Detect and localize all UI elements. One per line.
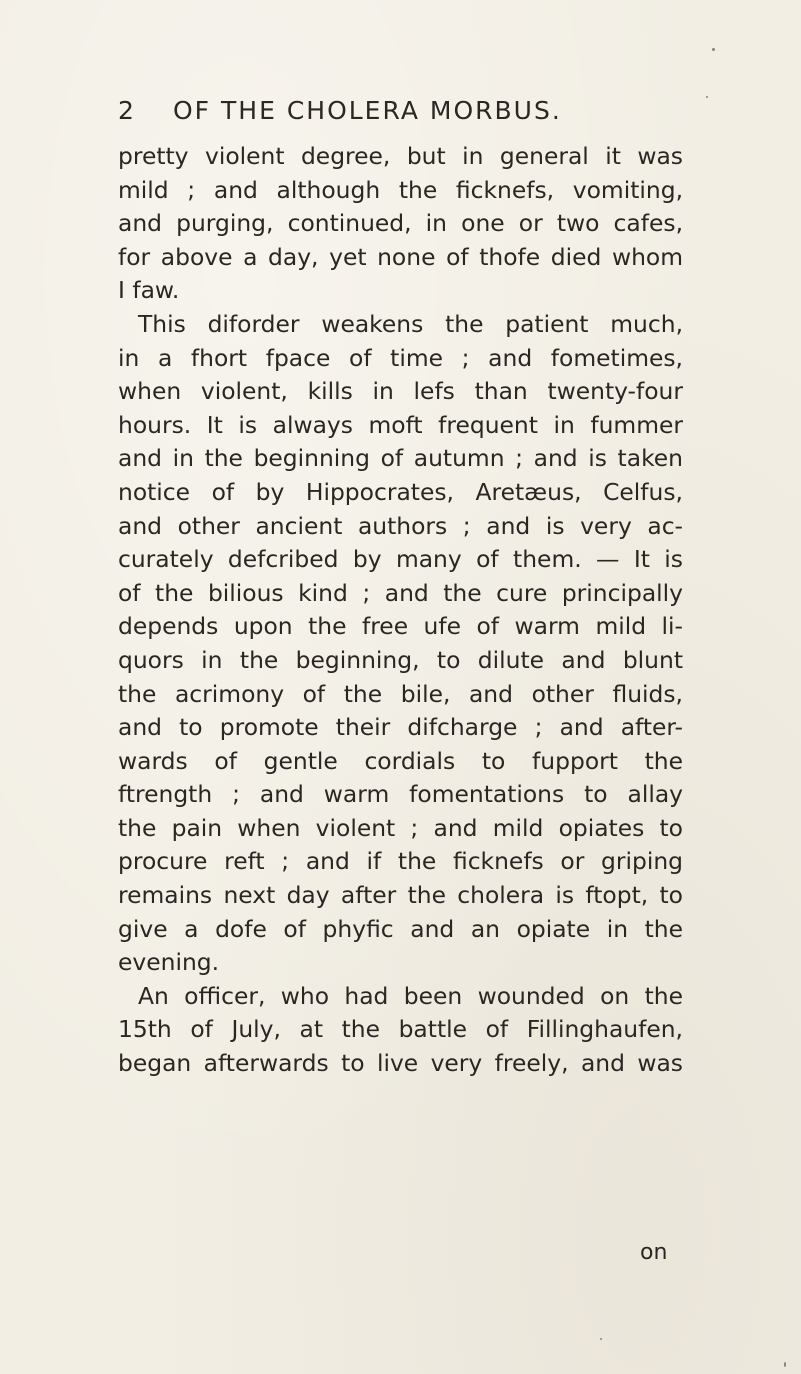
text-line: remains next day after the cholera is ftopt, to (118, 881, 683, 910)
text-line: for above a day, yet none of thofe died whom (118, 242, 683, 271)
catchword: on (640, 1240, 668, 1265)
running-head (118, 96, 678, 136)
text-line: evening. (118, 948, 220, 977)
text-line: ftrength ; and warm fomentations to allay (118, 780, 683, 809)
body-text (118, 140, 683, 1081)
paper-speck (784, 1362, 786, 1367)
text-line: An officer, who had been wounded on the (138, 981, 683, 1010)
page-number: 2 (118, 96, 136, 125)
text-line: mild ; and although the ficknefs, vomiting, (118, 175, 683, 204)
text-line: and purging, continued, in one or two cafes, (118, 209, 683, 238)
text-line: in a fhort fpace of time ; and fometimes, (118, 343, 683, 372)
text-line: hours. It is always moft frequent in fummer (118, 410, 683, 439)
paper-speck (600, 1338, 602, 1340)
text-line: curately defcribed by many of them. — It is (118, 545, 683, 574)
text-line: of the bilious kind ; and the cure principally (118, 578, 683, 607)
text-line: wards of gentle cordials to fupport the (118, 746, 683, 775)
text-line: depends upon the free ufe of warm mild li- (118, 612, 683, 641)
text-line: when violent, kills in lefs than twenty-four (118, 377, 683, 406)
text-line: the acrimony of the bile, and other fluids, (118, 679, 683, 708)
text-line: I faw. (118, 276, 180, 305)
text-line: 15th of July, at the battle of Fillinghaufen, (118, 1015, 683, 1044)
text-line: the pain when violent ; and mild opiates to (118, 813, 683, 842)
text-line: began afterwards to live very freely, and was (118, 1049, 683, 1078)
text-line: and in the beginning of autumn ; and is taken (118, 444, 683, 473)
text-line: give a dofe of phyfic and an opiate in the (118, 914, 683, 943)
text-line: quors in the beginning, to dilute and blunt (118, 645, 683, 674)
paper-speck (706, 96, 708, 98)
text-line: notice of by Hippocrates, Aretæus, Celfus, (118, 477, 683, 506)
text-line: and other ancient authors ; and is very ac- (118, 511, 683, 540)
paper-speck (712, 48, 715, 51)
text-line: This diforder weakens the patient much, (138, 309, 683, 338)
text-line: pretty violent degree, but in general it was (118, 142, 683, 170)
running-title: OF THE CHOLERA MORBUS. (173, 96, 562, 125)
text-line: and to promote their difcharge ; and after- (118, 713, 683, 742)
text-line: procure reft ; and if the ficknefs or griping (118, 847, 683, 876)
